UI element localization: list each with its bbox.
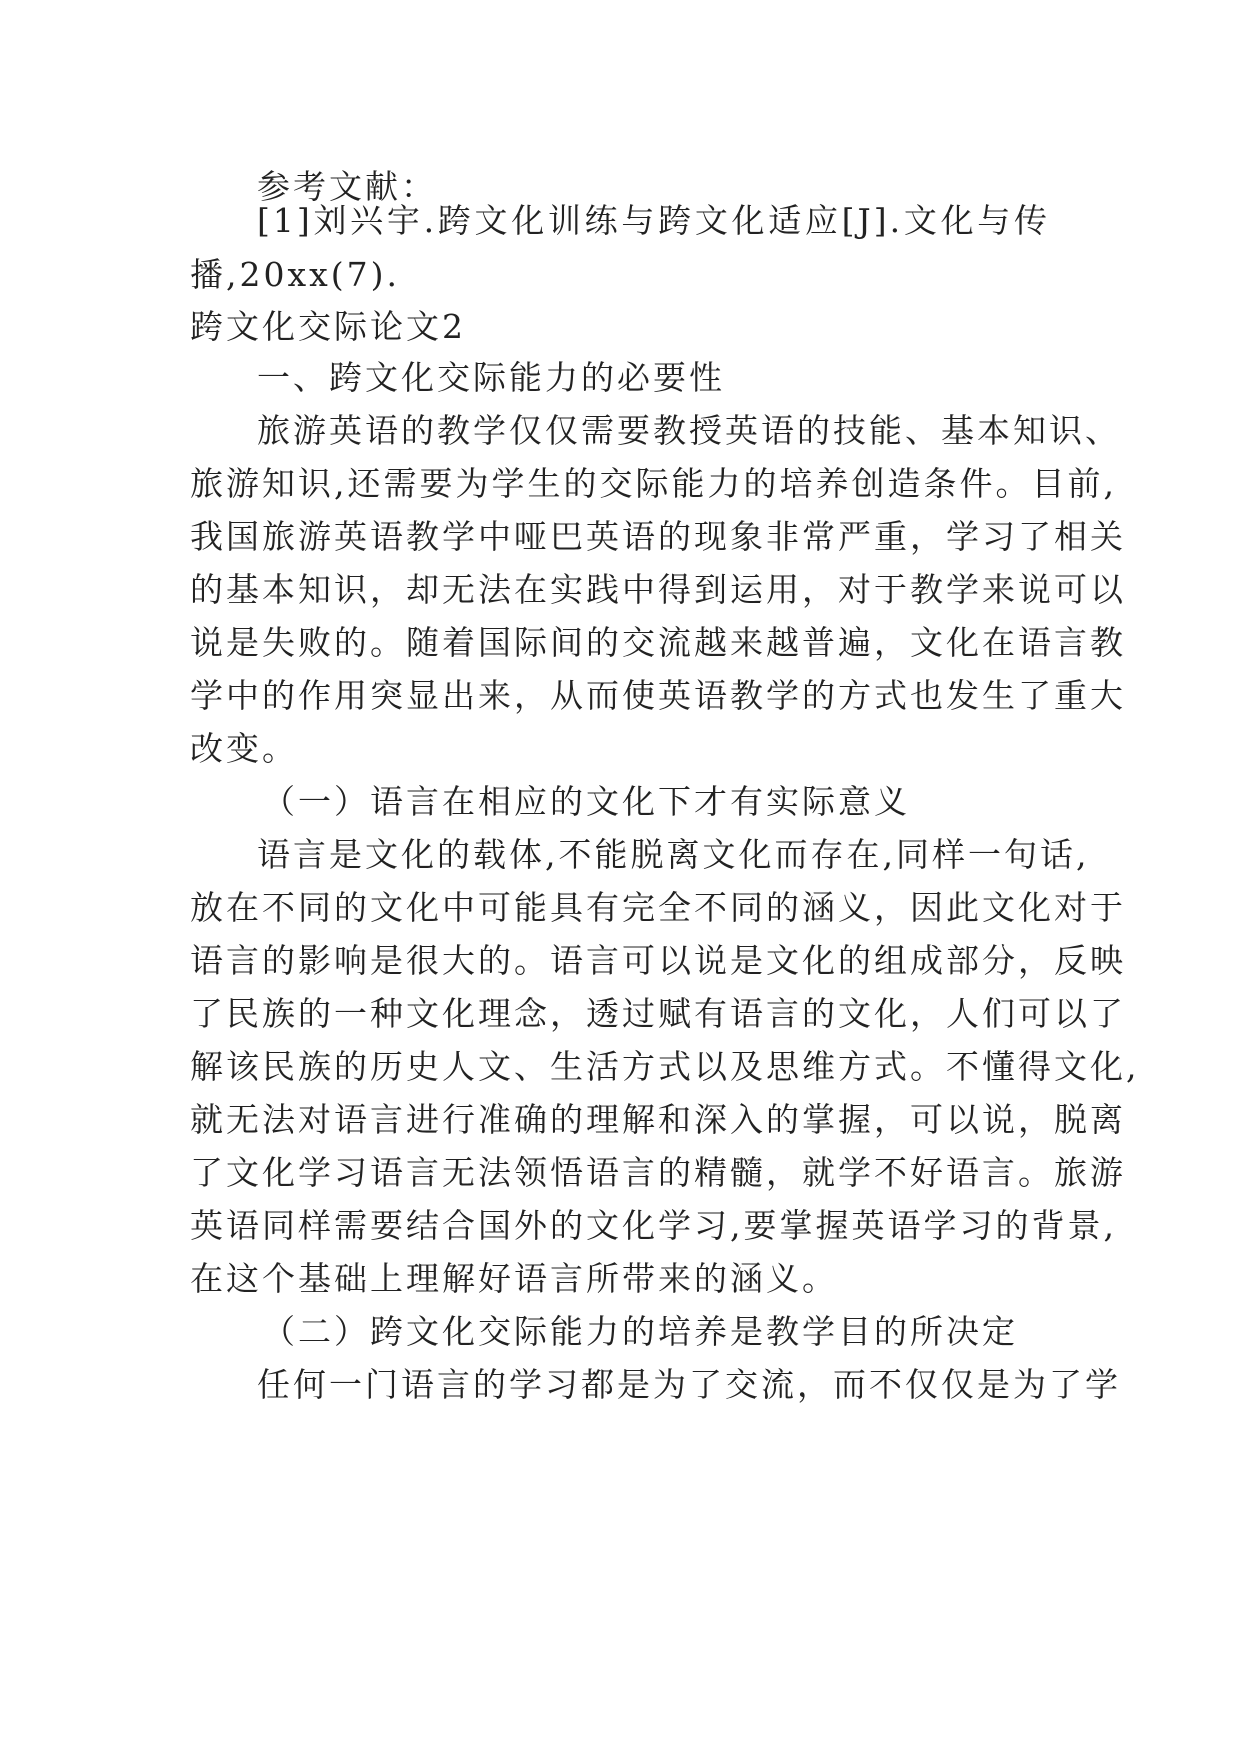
paragraph-2-line: 就无法对语言进行准确的理解和深入的掌握，可以说，脱离 <box>190 1100 1126 1139</box>
subsection-1-heading: （一）语言在相应的文化下才有实际意义 <box>262 782 910 821</box>
paragraph-1-line: 改变。 <box>190 729 298 768</box>
paragraph-1-line: 学中的作用突显出来，从而使英语教学的方式也发生了重大 <box>190 676 1126 715</box>
paragraph-1-line: 的基本知识，却无法在实践中得到运用，对于教学来说可以 <box>190 570 1126 609</box>
paragraph-2-line: 了文化学习语言无法领悟语言的精髓，就学不好语言。旅游 <box>190 1153 1126 1192</box>
paragraph-2-line: 在这个基础上理解好语言所带来的涵义。 <box>190 1259 838 1298</box>
paragraph-2-line: 解该民族的历史人文、生活方式以及思维方式。不懂得文化, <box>190 1047 1140 1086</box>
paragraph-1-line: 说是失败的。随着国际间的交流越来越普遍，文化在语言教 <box>190 623 1126 662</box>
subsection-2-heading: （二）跨文化交际能力的培养是教学目的所决定 <box>262 1312 1018 1351</box>
article-title: 跨文化交际论文2 <box>190 307 466 346</box>
paragraph-1-line: 旅游知识,还需要为学生的交际能力的培养创造条件。目前, <box>190 464 1117 503</box>
reference-1-line-2: 播,20xx(7). <box>190 255 400 294</box>
paragraph-1-line: 旅游英语的教学仅仅需要教授英语的技能、基本知识、 <box>257 411 1121 450</box>
paragraph-2-line: 语言是文化的载体,不能脱离文化而存在,同样一句话, <box>257 835 1090 874</box>
reference-1-line-1: [1]刘兴宇.跨文化训练与跨文化适应[J].文化与传 <box>257 201 1050 240</box>
paragraph-1-line: 我国旅游英语教学中哑巴英语的现象非常严重，学习了相关 <box>190 517 1126 556</box>
paragraph-2-line: 放在不同的文化中可能具有完全不同的涵义，因此文化对于 <box>190 888 1126 927</box>
section-1-heading: 一、跨文化交际能力的必要性 <box>257 358 725 397</box>
paragraph-3-line: 任何一门语言的学习都是为了交流，而不仅仅是为了学 <box>257 1365 1121 1404</box>
paragraph-2-line: 语言的影响是很大的。语言可以说是文化的组成部分，反映 <box>190 941 1126 980</box>
paragraph-2-line: 英语同样需要结合国外的文化学习,要掌握英语学习的背景, <box>190 1206 1117 1245</box>
references-heading: 参考文献： <box>257 167 437 206</box>
paragraph-2-line: 了民族的一种文化理念，透过赋有语言的文化，人们可以了 <box>190 994 1126 1033</box>
